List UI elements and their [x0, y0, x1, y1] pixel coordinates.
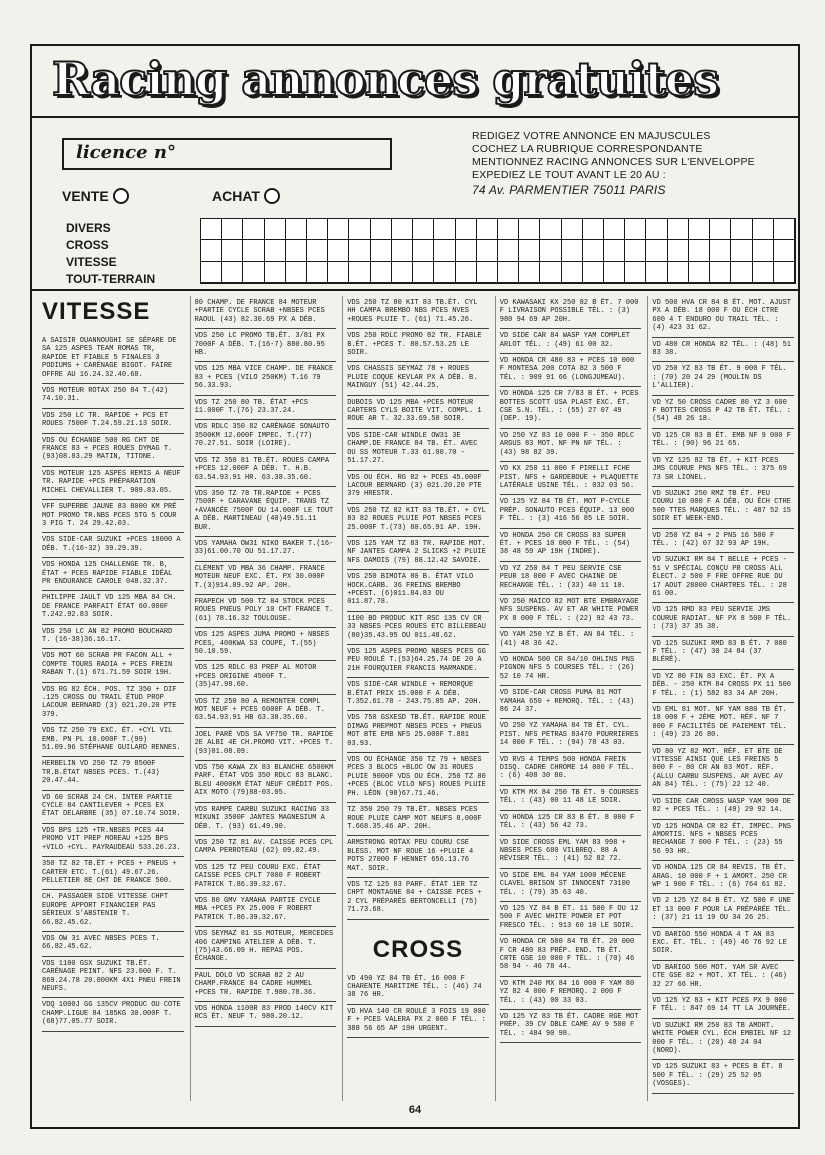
classified-ad: VD 250 YZ 83 TB ÉT. 9 000 F TÉL. : (70) 20 24 29 (MOULIN DS L'ALLIER).: [652, 362, 794, 395]
grid-cell[interactable]: [753, 219, 774, 240]
classified-ad: VD KX 250 11 000 F PIRELLI FCHE PIST. NFS + GARDEBOUE + PLAQUETTE LATÉRALE USINE TÉL. : 032 03 56.: [500, 462, 642, 495]
classified-ad: VD 480 CR HONDA 82 TÉL. : (48) 51 83 38.: [652, 338, 794, 363]
grid-cell[interactable]: [307, 262, 328, 283]
classified-ad: VD 250 YZ YAMAHA 84 TB ÉT. CYL. PIST. NFS PETRAS 83470 POURRIERES 14 000 F TÉL. : (94) 78 43 03.: [500, 719, 642, 752]
classified-ad: VD KTM MX 84 250 TB ÉT. 9 COURSES TÉL. : (43) 00 11 48 LE SOIR.: [500, 786, 642, 811]
classified-ad: VDS 125 ASPES JUMA PROMO + NBSES PCES, 400KWA S3 COUPE, T.(55) 50.10.59.: [195, 628, 337, 661]
magazine-page: [30, 44, 800, 1129]
grid-cell[interactable]: [456, 240, 477, 261]
grid-cell[interactable]: [583, 262, 604, 283]
classified-ad: VD YZ 50 CROSS CADRE 80 YZ 3 600 F BOTTES CROSS P 42 TB ÉT. TÉL. : (54) 48 26 18.: [652, 396, 794, 429]
grid-cell[interactable]: [710, 240, 731, 261]
instruction-line: MENTIONNEZ RACING ANNONCES SUR L'ENVELOPPE: [472, 156, 755, 168]
grid-cell[interactable]: [434, 240, 455, 261]
grid-cell[interactable]: [731, 219, 752, 240]
classified-ad: A SAISIR OUANNOUGHI SE SÉPARE DE SA 125 ASPES TEAM ROMAS TR, RAPIDE ET FIABLE 5 FINALES 3 PODIUMS + CARÉNAGE BIGOT. FAIRE OFFRE AU 16.24.32.40.68.: [42, 334, 184, 384]
grid-cell[interactable]: [477, 262, 498, 283]
classified-ad: VD YAM 250 YZ B ÉT. AN 84 TÉL. : (41) 48 36 42.: [500, 628, 642, 653]
grid-cell[interactable]: [540, 262, 561, 283]
classified-ad: VDS YAMAHA OW31 NIKO BAKER T.(16-33)61.00.70 OU 51.17.27.: [195, 537, 337, 562]
grid-cell[interactable]: [604, 240, 625, 261]
instruction-line: EXPEDIEZ LE TOUT AVANT LE 20 AU :: [472, 169, 666, 181]
grid-cell[interactable]: [562, 240, 583, 261]
grid-cell[interactable]: [265, 240, 286, 261]
classified-ad: VD SIDE CAR 84 WASP YAM COMPLET ARLOT TÉL. : (49) 61 00 32.: [500, 329, 642, 354]
column-2: [190, 296, 337, 1101]
grid-cell[interactable]: [201, 240, 222, 261]
licence-label: licence n°: [76, 142, 176, 163]
section-heading-cross: CROSS: [372, 935, 464, 963]
page-title: Racing annonces gratuites: [52, 52, 718, 106]
mailing-address: 74 Av. PARMENTIER 75011 PARIS: [472, 183, 666, 197]
grid-cell[interactable]: [456, 219, 477, 240]
classified-ad: VDS TZ 125 83 PARF. ÉTAT 1ER TZ CHPT MONTAGNE 84 + CAISSE PCES + 2 CYL PRÉPARÉS BERTONCELLI (75) 71.73.68.: [347, 878, 489, 920]
classified-ad: VD RVS 4 TEMPS 500 HONDA FREIN DISQ. CADRE CHROME 14 000 F TÉL. : (6) 408 30 80.: [500, 753, 642, 786]
grid-cell[interactable]: [413, 240, 434, 261]
grid-cell[interactable]: [222, 219, 243, 240]
grid-cell[interactable]: [731, 262, 752, 283]
grid-cell[interactable]: [753, 240, 774, 261]
classified-ad: VD 490 YZ 84 TB ÉT. 16 000 F CHARENTE MARITIME TÉL. : (46) 74 38 76 HR.: [347, 972, 489, 1005]
grid-cell[interactable]: [328, 219, 349, 240]
classified-ad: DUBOIS VD 125 MBA +PCES MOTEUR CARTERS CYLS BOITE VIT. COMPL. 1 ROUE AR T. 32.33.69.58 SOIR.: [347, 396, 489, 429]
classified-ad: VD HONDA 500 CR 84/10 OHLINS PNS PIGNON NFS 5 COURSES TÉL. : (26) 52 10 74 HR.: [500, 653, 642, 686]
column-5: [647, 296, 794, 1101]
classified-ad: 350 TZ 82 TB.ÉT + PCES + PNEUS + CARTER ETC. T.(61) 49.67.26. PELLETIER 8E CHT DE FRANCE 500.: [42, 857, 184, 890]
grid-cell[interactable]: [710, 219, 731, 240]
classified-ad: VD SIDE CROSS EML YAM 83 998 + NBSES PCES 680 VILBREQ. 88 A RÉVISER TÉL. : (41) 52 82 72.: [500, 836, 642, 869]
classified-ad: VDS 125 MBA VICE CHAMP. DE FRANCE 83 + PCES (VILO 250KM) T.16 79 56.33.93.: [195, 362, 337, 395]
classified-ad: ARMSTRONG ROTAX PEU COURU CSE BLESS. MOT NF ROUE 16 +PLUIE 4 POTS 27000 F HENNET 656.13.76 MAT. SOIR.: [347, 836, 489, 878]
classified-ad: VD 80 YZ 82 MOT. RÉF. ET BTE DE VITESSE AINSI QUE LES FREINS 5 000 F - 80 CR AN 83 MOT. RÉF. (ALLU CARBU SUSPENS. AR AVEC AV AN 84) TÉL. : (75) 22 12 40.: [652, 745, 794, 795]
grid-cell[interactable]: [307, 219, 328, 240]
classified-ad: VDS 350 TZ 78 TR.RAPIDE + PCES 7500F + CARAVANE ÉQUIP. TRANS TZ +AVANCÉE 7500F OU 14.000F LE TOUT A DÉB. MARTINEAU (40)49.51.11 BUR.: [195, 487, 337, 537]
classified-ad: VDS 250 TZ 82 KIT 83 TB.ÉT. + CYL 83 82 ROUES PLUIE POT NBSES PCES 25.000F T.(73) 80.65.91 AP. 19H.: [347, 504, 489, 537]
grid-cell[interactable]: [349, 240, 370, 261]
classified-ad: VD HONDA 250 CR CROSS 83 SUPER ÉT. + PCES 10 000 F TÉL. : (54) 38 48 59 AP 19H (INDRE).: [500, 529, 642, 562]
grid-cell[interactable]: [519, 219, 540, 240]
classified-ad: CH. PASSAGER SIDE VITESSE CHPT EUROPE APPORT FINANCIER PAS SÉRIEUX S'ABSTENIR T. 66.82.45.62.: [42, 890, 184, 932]
grid-cell[interactable]: [562, 219, 583, 240]
classified-ad: VD 125 YZ 83 + KIT PCES PX 9 000 F TÉL. : 847 69 14 TT LA JOURNÉE.: [652, 994, 794, 1019]
achat-label: ACHAT: [212, 188, 260, 204]
grid-cell[interactable]: [243, 219, 264, 240]
grid-cell[interactable]: [625, 262, 646, 283]
grid-cell[interactable]: [328, 262, 349, 283]
classified-ad: VDS 250 TZ 80 KIT 83 TB.ÉT. CYL HH CAMPA BREMBO NBS PCES NVES +ROUES PLUIE T. (61) 71.45.26.: [347, 296, 489, 329]
grid-cell[interactable]: [498, 219, 519, 240]
grid-cell[interactable]: [392, 262, 413, 283]
vente-label: VENTE: [62, 188, 109, 204]
classified-ad: VD SUZUKI 250 RMZ TB ÉT. PEU COURU 10 000 F A DÉB. OU ÉCH CTRE 500 TTES MARQUES TÉL. : 487 52 15 SOIR ET WEEK-END.: [652, 487, 794, 529]
classified-ad: HERBELIN VD 250 TZ 79 8500F TR.B.ÉTAT NBSES PCES. T.(43) 20.47.44.: [42, 757, 184, 790]
classified-ad: VD 2 125 YZ 84 B ÉT. YZ 500 F UNE ET 13 000 F POUR LA PRÉPARÉE TÉL. : (37) 21 11 19 OU 34 26 25.: [652, 894, 794, 927]
classified-ad: JOEL PARÉ VDS SA VF750 TR. RAPIDE 2E ALBI 4E CH.PROMO VIT. +PCES T.(93)01.08.09.: [195, 728, 337, 761]
classified-ad: VDS RG 82 ÉCH. POS. TZ 350 + DIF .125 CROSS OU TRAIL ÉTUD PROP LACOUR BERNARD (3) 021.20.20 PTE 379.: [42, 683, 184, 725]
classified-ad: VDS RDLC 350 82 CARÉNAGE SONAUTO 3500KM 12.000F IMPEC. T.(77) 70.27.51. SOIR (LOIRE).: [195, 420, 337, 453]
classified-ad: VDS OU ÉCH. RG 82 + PCES 45.000F LACOUR BERNARD (3) 021.20.20 PTE 379 HRESTR.: [347, 471, 489, 504]
classified-ad: VDS 250 BIMOTA 80 B. ÉTAT VILO HOCK.CARB. 36 FREINS BREMBO +PCEST. (6)011.84.83 OU 011.87.78.: [347, 570, 489, 612]
classified-ad: VD 125 HONDA CR 82 ÉT. IMPEC. PNS AMORTIS. NFS + NBSES PCES RECHANGE 7 000 F TÉL. : (23) 55 56 93 HR.: [652, 820, 794, 862]
grid-cell[interactable]: [243, 240, 264, 261]
classified-ad: PHILIPPE JAULT VD 125 MBA 84 CH. DE FRANCE PARFAIT ÉTAT 60.000F T.242.92.83 SOIR.: [42, 591, 184, 624]
section-heading-vitesse: VITESSE: [42, 298, 151, 325]
classified-ad: VD KTM 240 MX 84 16 000 F YAM 80 YZ 82 4 000 F REMORQ. 2 000 F TÉL. : (43) 00 33 03.: [500, 977, 642, 1010]
classified-ad: VD 125 SUZUKI RMD 83 B ÉT. 7 000 F TÉL. : (47) 30 24 84 (37 BLÉRÉ).: [652, 637, 794, 670]
achat-option[interactable]: [212, 188, 280, 204]
classified-ad: VDS OW 31 AVEC NBSES PCES T. 66.82.45.62.: [42, 932, 184, 957]
classified-ad: VD HONDA 125 CR 83 B ÉT. 8 000 F TÉL. : (43) 56 42 73.: [500, 811, 642, 836]
grid-cell[interactable]: [689, 262, 710, 283]
grid-cell[interactable]: [668, 262, 689, 283]
classified-ad: VD 500 HVA CR 84 B ÉT. MOT. AJUST PX A DÉB. 18 000 F OU ÉCH CTRE 600 4 T ENDURO OU TRAIL TÉL. : (4) 423 31 62.: [652, 296, 794, 338]
grid-cell[interactable]: [604, 219, 625, 240]
licence-number-box: [62, 138, 392, 170]
column-1: [38, 296, 184, 1101]
grid-cell[interactable]: [668, 240, 689, 261]
grid-cell[interactable]: [265, 219, 286, 240]
classified-ad: VD HONDA CR 500 84 TB ÉT. 20 000 F CR 480 83 PRÉP. END. TB ÉT. CRTE GSE 10 000 F TÉL. : (70) 46 58 94 - 46 78 44.: [500, 935, 642, 977]
classified-ad: VD KAWASAKI KX 250 82 B ÉT. 7 000 F LIVRAISON POSSIBLE TÉL. : (3) 980 94 69 AP 20H.: [500, 296, 642, 329]
grid-cell[interactable]: [646, 240, 667, 261]
classified-ad: VDS RAMPE CARBU SUZUKI RACING 33 MIKUNI 3500F JANTES MAGNESIUM A DÉB. T. (93) 61.49.90.: [195, 803, 337, 836]
grid-cell[interactable]: [413, 219, 434, 240]
classified-ad: VDS 250 TZ 81 AV. CAISSE PCES CPL CAMPA PERROTEAU (62) 09.02.49.: [195, 836, 337, 861]
classified-ad: VD SIDE-CAR CROSS PUMA 81 MOT YAMAHA 650 + REMORQ. TÉL. : (43) 86 24 37.: [500, 686, 642, 719]
classified-ad: VDS SIDE-CAR WINDLE OW31 3E CHAMP.DE FRANCE 84 TB. ÉT. AVEC OU SS MOTEUR T.33 61.00.70 - 51.17.27.: [347, 429, 489, 471]
grid-cell[interactable]: [519, 262, 540, 283]
classified-ad: VDS SEYMAZ 81 SS MOTEUR, MERCEDES 406 CAMPING ATELIER A DÉB. T.(75)43.66.09 H. REPAS POS. ÉCHANGE.: [195, 927, 337, 969]
classified-ad: VDS TZ 350 81 TB.ÉT. ROUES CAMPA +PCES 12.000F A DÉB. T. H.B. 63.54.93.91 HR. 63.38.35.60.: [195, 454, 337, 487]
grid-cell[interactable]: [625, 240, 646, 261]
classified-ad: VDS BPS 125 +TR.NBSES PCES 44 PROMO VIT PREP MOREAU +125 BPS +VILO +CYL. PAYRAUDEAU 533.26.23.: [42, 824, 184, 857]
grid-cell[interactable]: [434, 219, 455, 240]
grid-cell[interactable]: [519, 240, 540, 261]
classified-ad: VD 250 YZ 84 + 2 PNS 16 500 F TÉL. : (42) 07 32 93 AP 19H.: [652, 529, 794, 554]
grid-cell[interactable]: [307, 240, 328, 261]
classified-ad: VDS 125 ASPES PROMO NBSES PCES GG PEU ROULÉ T.(53)64.25.74 DE 20 A 21H FOURQUIER FRANCIS MARMANDE.: [347, 645, 489, 678]
grid-cell[interactable]: [540, 219, 561, 240]
classified-ad: VD YZ 80 FIN 83 EXC. ÉT. PX A DÉB. - 250 KTM 84 CROSS PX 11 500 F TÉL. : (1) 582 83 34 AP 20H.: [652, 670, 794, 703]
classified-ad: VDS MOTEUR ROTAX 250 84 T.(42) 74.10.31.: [42, 384, 184, 409]
grid-cell[interactable]: [498, 240, 519, 261]
grid-cell[interactable]: [392, 219, 413, 240]
ad-entry-grid[interactable]: [200, 218, 796, 284]
grid-cell[interactable]: [668, 219, 689, 240]
classified-ad: CLÉMENT VD MBA 36 CHAMP. FRANCE MOTEUR NEUF EXC. ÉT. PX 30.000F T.(3)914.89.92 AP. 20H.: [195, 562, 337, 595]
classified-ad: VD YZ 250 84 T PEU SERVIE CSE PEUR 18 000 F AVEC CHAINE DE RECHANGE TÉL. : (33) 40 11 10.: [500, 562, 642, 595]
page-number: 64: [408, 1104, 422, 1116]
grid-cell[interactable]: [243, 262, 264, 283]
classified-ad: VDS HONDA 1100R 83 PROD 140CV KIT RCS ÉT. NEUF T. 980.20.12.: [195, 1002, 337, 1027]
classified-ad: VD 60 SCRAB 24 CH. INTER PARTIE CYCLE 84 CANTILEVER + PCES EX ÉTAT DELARBRE (35) 07.10.74 SOIR.: [42, 791, 184, 824]
classified-ad: VDS 750 GSXESD TB.ÉT. RAPIDE ROUE DIMAG PREPMOT NBSES PCES + PNEUS MOT BTE EMB NFS 25.000F T.881 03.93.: [347, 711, 489, 753]
grid-cell[interactable]: [201, 219, 222, 240]
classified-ad: VDS OU ÉCHANGE 350 TZ 79 + NBSES PCES 3 BLOCS +BLOC OW 31 ROUES PLUIE 9000F VDS OU ÉCH. 250 TZ 80 +PCES (BLOC VILO NFS) ROUES PLUIE PH. LÉON (98)67.71.46.: [347, 753, 489, 803]
classified-ad: VD EML 81 MOT. NF YAM 880 TB ÉT. 18 000 F + 2ÈME MOT. RÉF. NF 7 000 F FACILITÉS DE PAIEMENT TÉL. : (49) 23 26 80.: [652, 703, 794, 745]
classified-ad: VDS TZ 250 80 TB. ÉTAT +PCS 11.000F T.(76) 23.37.24.: [195, 396, 337, 421]
grid-cell[interactable]: [286, 219, 307, 240]
classified-ad: VD HONDA 125 CR 84 REVIS. TB ÉT. ARAG. 10 000 F + 1 AMORT. 250 CR WP 1 900 F TÉL. : (6) 764 61 82.: [652, 861, 794, 894]
grid-cell[interactable]: [328, 240, 349, 261]
classified-ad: 80 CHAMP. DE FRANCE 84 MOTEUR +PARTIE CYCLE SCRAB +NBSES PCES RAOUL (43) 82.30.69 PX A DÉB.: [195, 296, 337, 329]
instructions: [472, 130, 802, 197]
classified-ad: VDS 250 LC PROMO TB.ÉT. 3/81 PX 7000F A DÉB. T.(16-7) 880.80.95 HB.: [195, 329, 337, 362]
grid-cell[interactable]: [222, 262, 243, 283]
classifieds-columns: [38, 296, 794, 1101]
classified-ad: TZ 350 250 79 TB.ÉT. NBSES PCES ROUE PLUIE CAMP MOT NEUFS 8.000F T.668.35.46 AP. 20H.: [347, 803, 489, 836]
grid-cell[interactable]: [731, 240, 752, 261]
classified-ad: VDS MOTEUR 125 ASPES REMIS A NEUF TR. RAPIDE +PCS PRÉPARATION MICHEL CHEVALLIER T. 909.83.05.: [42, 467, 184, 500]
category-vitesse: VITESSE: [66, 255, 117, 269]
classified-ad: VDS 750 KAWA ZX 83 BLANCHE 6500KM PARF. ÉTAT VDS 350 RDLC 83 BLANC. BLEU 4000KM ÉTAT NEUF CRÉDIT POS. AIX MOTO (79)88-03.05.: [195, 761, 337, 803]
classified-ad: VDS 1100 GSX SUZUKI TB.ÉT. CARÉNAGE PEINT. NFS 23.000 F. T. 869.24.78 20.000KM 4X1 PNEU FREIN NEUFS.: [42, 957, 184, 999]
classified-ad: VDS OU ÉCHANGE 500 RG CHT DE FRANCE 83 + PCES ROUES DYMAG T.(93)08.83.29 MATIN, TITONE.: [42, 434, 184, 467]
grid-cell[interactable]: [265, 262, 286, 283]
grid-cell[interactable]: [413, 262, 434, 283]
grid-cell[interactable]: [774, 262, 795, 283]
classified-ad: VD SIDE EML 84 YAM 1000 MÉCENE CLAVEL BRISON ST INNOCENT 73100 TÉL. : (79) 35 63 40.: [500, 869, 642, 902]
classified-ad: VDS 250 LC AN 82 PROMO BOUCHARD T. (16-38)36.16.17.: [42, 625, 184, 650]
header-band: [32, 46, 798, 118]
grid-cell[interactable]: [774, 240, 795, 261]
classified-ad: VD 125 SUZUKI 83 + PCES B ÉT. 8 500 F TÉL. : (29) 25 52 05 (VOSGES).: [652, 1060, 794, 1093]
classified-ad: VD HVA 140 CR ROULÉ 3 FOIS 19 000 F + PCES VALERA PX 2 000 F TÉL. : 388 56 65 AP 19H URGENT.: [347, 1005, 489, 1038]
classified-ad: VDS MOT 60 SCRAB PR FACON ALL + COMPTE TOURS RADIA + PCES FREIN RABAN T.(1) 671.71.59 SOIR 19H.: [42, 649, 184, 682]
classified-ad: VDQ 1000J GG 135CV PRODUC OU COTE CHAMP.LIGUE 84 185KG 30.000F T.(68)77.05.77 SOIR.: [42, 998, 184, 1031]
category-cross: CROSS: [66, 238, 109, 252]
grid-cell[interactable]: [689, 240, 710, 261]
classified-ad: VD SIDE CAR CROSS WASP YAM 900 DE 82 + PCES TÉL. : (49) 29 92 14.: [652, 795, 794, 820]
grid-cell[interactable]: [201, 262, 222, 283]
classified-ad: VD HONDA CR 480 83 + PCES 10 000 F MONTESA 200 COTA 82 3 500 F TÉL. : 909 91 66 (LONGJUMEAU).: [500, 354, 642, 387]
classified-ad: VD SUZUKI RM 250 83 TB AMORT. WHITE POWER CYL. ÉCH EMBIEL NF 12 000 F TÉL. : (20) 48 24 04 (NORD).: [652, 1019, 794, 1061]
classified-ad: PAUL DOLO VD SCRAB 82 2 AU CHAMP.FRANCE 84 CADRE HUMMEL +PCES TR. RAPIDE T.980.78.36.: [195, 969, 337, 1002]
column-3: [342, 296, 489, 1101]
vente-option[interactable]: [62, 188, 129, 204]
category-tout-terrain: TOUT-TERRAIN: [66, 272, 156, 286]
classified-ad: VD YZ 125 82 TB ÉT. + KIT PCES JMS COURUE PNS NFS TÉL. : 375 69 73 SR LIONEL.: [652, 454, 794, 487]
instruction-line: COCHEZ LA RUBRIQUE CORRESPONDANTE: [472, 143, 703, 155]
classified-ad: VD 250 MAICO 82 MOT BTE EMBRAYAGE NFS SUSPENS. AV ET AR WHITE POWER PX 8 000 F TÉL. : (22) 92 43 73.: [500, 595, 642, 628]
classified-ad: VDS TZ 250 80 A REMONTER COMPL MOT NEUF + PCES 6000F A DÉB. T. 63.54.93.91 HB 63.38.35.60.: [195, 695, 337, 728]
classified-ad: VDS SIDE-CAR WINDLE + REMORQUE B.ÉTAT PRIX 15.000 F A DÉB. T.352.61.78 - 243.75.85 AP. 20H.: [347, 678, 489, 711]
classified-ad: VDS 250 RDLC PROMO 82 TR. FIABLE B.ÉT. +PCES T. 80.57.53.25 LE SOIR.: [347, 329, 489, 362]
column-4: [495, 296, 642, 1101]
category-divers: DIVERS: [66, 221, 111, 235]
classified-ad: VD 125 YZ 83 TB ÉT. CADRE RGE MOT PRÉP. 39 CV DBLE CAME AV 9 500 F TÉL. : 484 90 98.: [500, 1010, 642, 1043]
grid-cell[interactable]: [774, 219, 795, 240]
vente-checkbox[interactable]: [113, 188, 129, 204]
achat-checkbox[interactable]: [264, 188, 280, 204]
grid-cell[interactable]: [349, 262, 370, 283]
grid-cell[interactable]: [477, 240, 498, 261]
grid-cell[interactable]: [689, 219, 710, 240]
classified-ad: 1100 BO PRODUC KIT RSC 135 CV CR 33 NBSES PCES ROUES ETC BILLEBEAU (80)35.43.95 OU 011.48.62.: [347, 612, 489, 645]
classified-ad: VFF SUPERBE JAUNE 83 8000 KM PRÉ MOT PROMO TR.NBS PCES 5TG 5 COUR 3 PIG T. 24 29.42.03.: [42, 500, 184, 533]
grid-cell[interactable]: [562, 262, 583, 283]
classified-ad: VDS HONDA 125 CHALLENGE TR. B, ÉTAT + PCES RAPIDE FIABLE IDÉAL PR ENDURANCE CAROLE 048.32.37.: [42, 558, 184, 591]
classified-ad: VDS 125 TZ PEU COURU EXC. ÉTAT CAISSE PCES CPLT 7000 F ROBERT PATRICK T.86.39.32.67.: [195, 861, 337, 894]
classified-ad: VDS 125 YAM TZ 83 TR. RAPIDE MOT. NF JANTES CAMPA 2 SLICKS +2 PLUIE NFS DAMOIS (79) 88.12.42 SAVOIE.: [347, 537, 489, 570]
grid-cell[interactable]: [583, 219, 604, 240]
classified-ad: VDS 80 GMV YAMAHA PARTIE CYCLE MBA +PCES PX 25.000 F ROBERT PATRICK T.86.39.32.67.: [195, 894, 337, 927]
classified-ad: VD HONDA 125 CR 7/83 B ÉT. + PCES BOTTES SCOTT USA PLAST EXC. ÉT. CSE S.N. TÉL. : (55) 27 07 49 (DEP. 19).: [500, 387, 642, 429]
grid-cell[interactable]: [646, 219, 667, 240]
grid-cell[interactable]: [286, 262, 307, 283]
grid-cell[interactable]: [604, 262, 625, 283]
instruction-line: REDIGEZ VOTRE ANNONCE EN MAJUSCULES: [472, 130, 711, 142]
grid-cell[interactable]: [222, 240, 243, 261]
classified-ad: VD 125 RMD 83 PEU SERVIE JMS COURUE RADIAT. NF PX 8 500 F TÉL. : (73) 37 35 38.: [652, 603, 794, 636]
grid-cell[interactable]: [710, 262, 731, 283]
grid-cell[interactable]: [498, 262, 519, 283]
classified-ad: VD BARIGO 550 HONDA 4 T AN 83 EXC. ÉT. TÉL. : (49) 46 76 92 LE SOIR.: [652, 928, 794, 961]
grid-cell[interactable]: [349, 219, 370, 240]
grid-cell[interactable]: [392, 240, 413, 261]
grid-cell[interactable]: [753, 262, 774, 283]
grid-cell[interactable]: [371, 240, 392, 261]
classified-ad: VDS TZ 250 79 EXC. ÉT. +CYL VIL EMB. PN PL 10.000F T.(99) 51.09.96 STÉPHANE GUILARD RENNES.: [42, 724, 184, 757]
grid-cell[interactable]: [456, 262, 477, 283]
classified-ad: VDS SIDE-CAR SUZUKI +PCES 18000 A DÉB. T.(16-32) 39.29.39.: [42, 533, 184, 558]
classified-ad: VD 250 YZ 83 10 000 F - 350 RDLC ARGUS 83 MOT. NF PN NF TÉL. : (43) 98 82 39.: [500, 429, 642, 462]
classified-ad: VDS CHASSIS SEYMAZ 78 + ROUES PLUIE COQUE KEVLAR PX A DÉB. B. MAINGUY (51) 42.44.25.: [347, 362, 489, 395]
classified-ad: VD SUZUKI RM 84 T BELLE + PCES - 51 V SPÉCIAL CONÇU PR CROSS ALL ÉLECT. 2 500 F FRE OFFRE RUE DU 17 AOUT 28000 CHARTRES TÉL. : 28 61 00.: [652, 553, 794, 603]
classified-ad: VDS 125 RDLC 83 PREP AL MOTOR +PCES ORIGINE 4500F T.(35)47.98.60.: [195, 661, 337, 694]
classified-ad: FRAPECH VD 500 TZ 84 STOCK PCES ROUES PNEUS POLY 10 CHT FRANCE T.(61) 78.16.32 TOULOUSE.: [195, 595, 337, 628]
grid-cell[interactable]: [646, 262, 667, 283]
grid-cell[interactable]: [371, 262, 392, 283]
grid-cell[interactable]: [540, 240, 561, 261]
grid-cell[interactable]: [371, 219, 392, 240]
classified-ad: VD 125 YZ 84 B ÉT. 11 500 F OU 12 500 F AVEC WHITE POWER ET POT FRESCO TÉL. : 913 60 10 LE SOIR.: [500, 902, 642, 935]
classified-ad: VD 125 YZ 84 TB ÉT. MOT P-CYCLE PRÉP. SONAUTO PCES ÉQUIP. 13 000 F TÉL. : (3) 416 56 85 LE SOIR.: [500, 495, 642, 528]
classified-ad: VD 125 CR 83 B ÉT. EMB NF 9 000 F TÉL. : (90) 96 21 65.: [652, 429, 794, 454]
grid-cell[interactable]: [625, 219, 646, 240]
grid-cell[interactable]: [434, 262, 455, 283]
classified-ad: VD BARIGO 500 MOT. YAM SR AVEC CTE GSE 82 + MOT. XT TÉL. : (46) 32 27 66 HR.: [652, 961, 794, 994]
category-list: [66, 220, 155, 288]
grid-cell[interactable]: [477, 219, 498, 240]
divider: [32, 289, 798, 291]
grid-cell[interactable]: [286, 240, 307, 261]
classified-ad: VDS 250 LC TR. RAPIDE + PCS ET ROUES 7500F T.24.59.21.13 SOIR.: [42, 409, 184, 434]
grid-cell[interactable]: [583, 240, 604, 261]
